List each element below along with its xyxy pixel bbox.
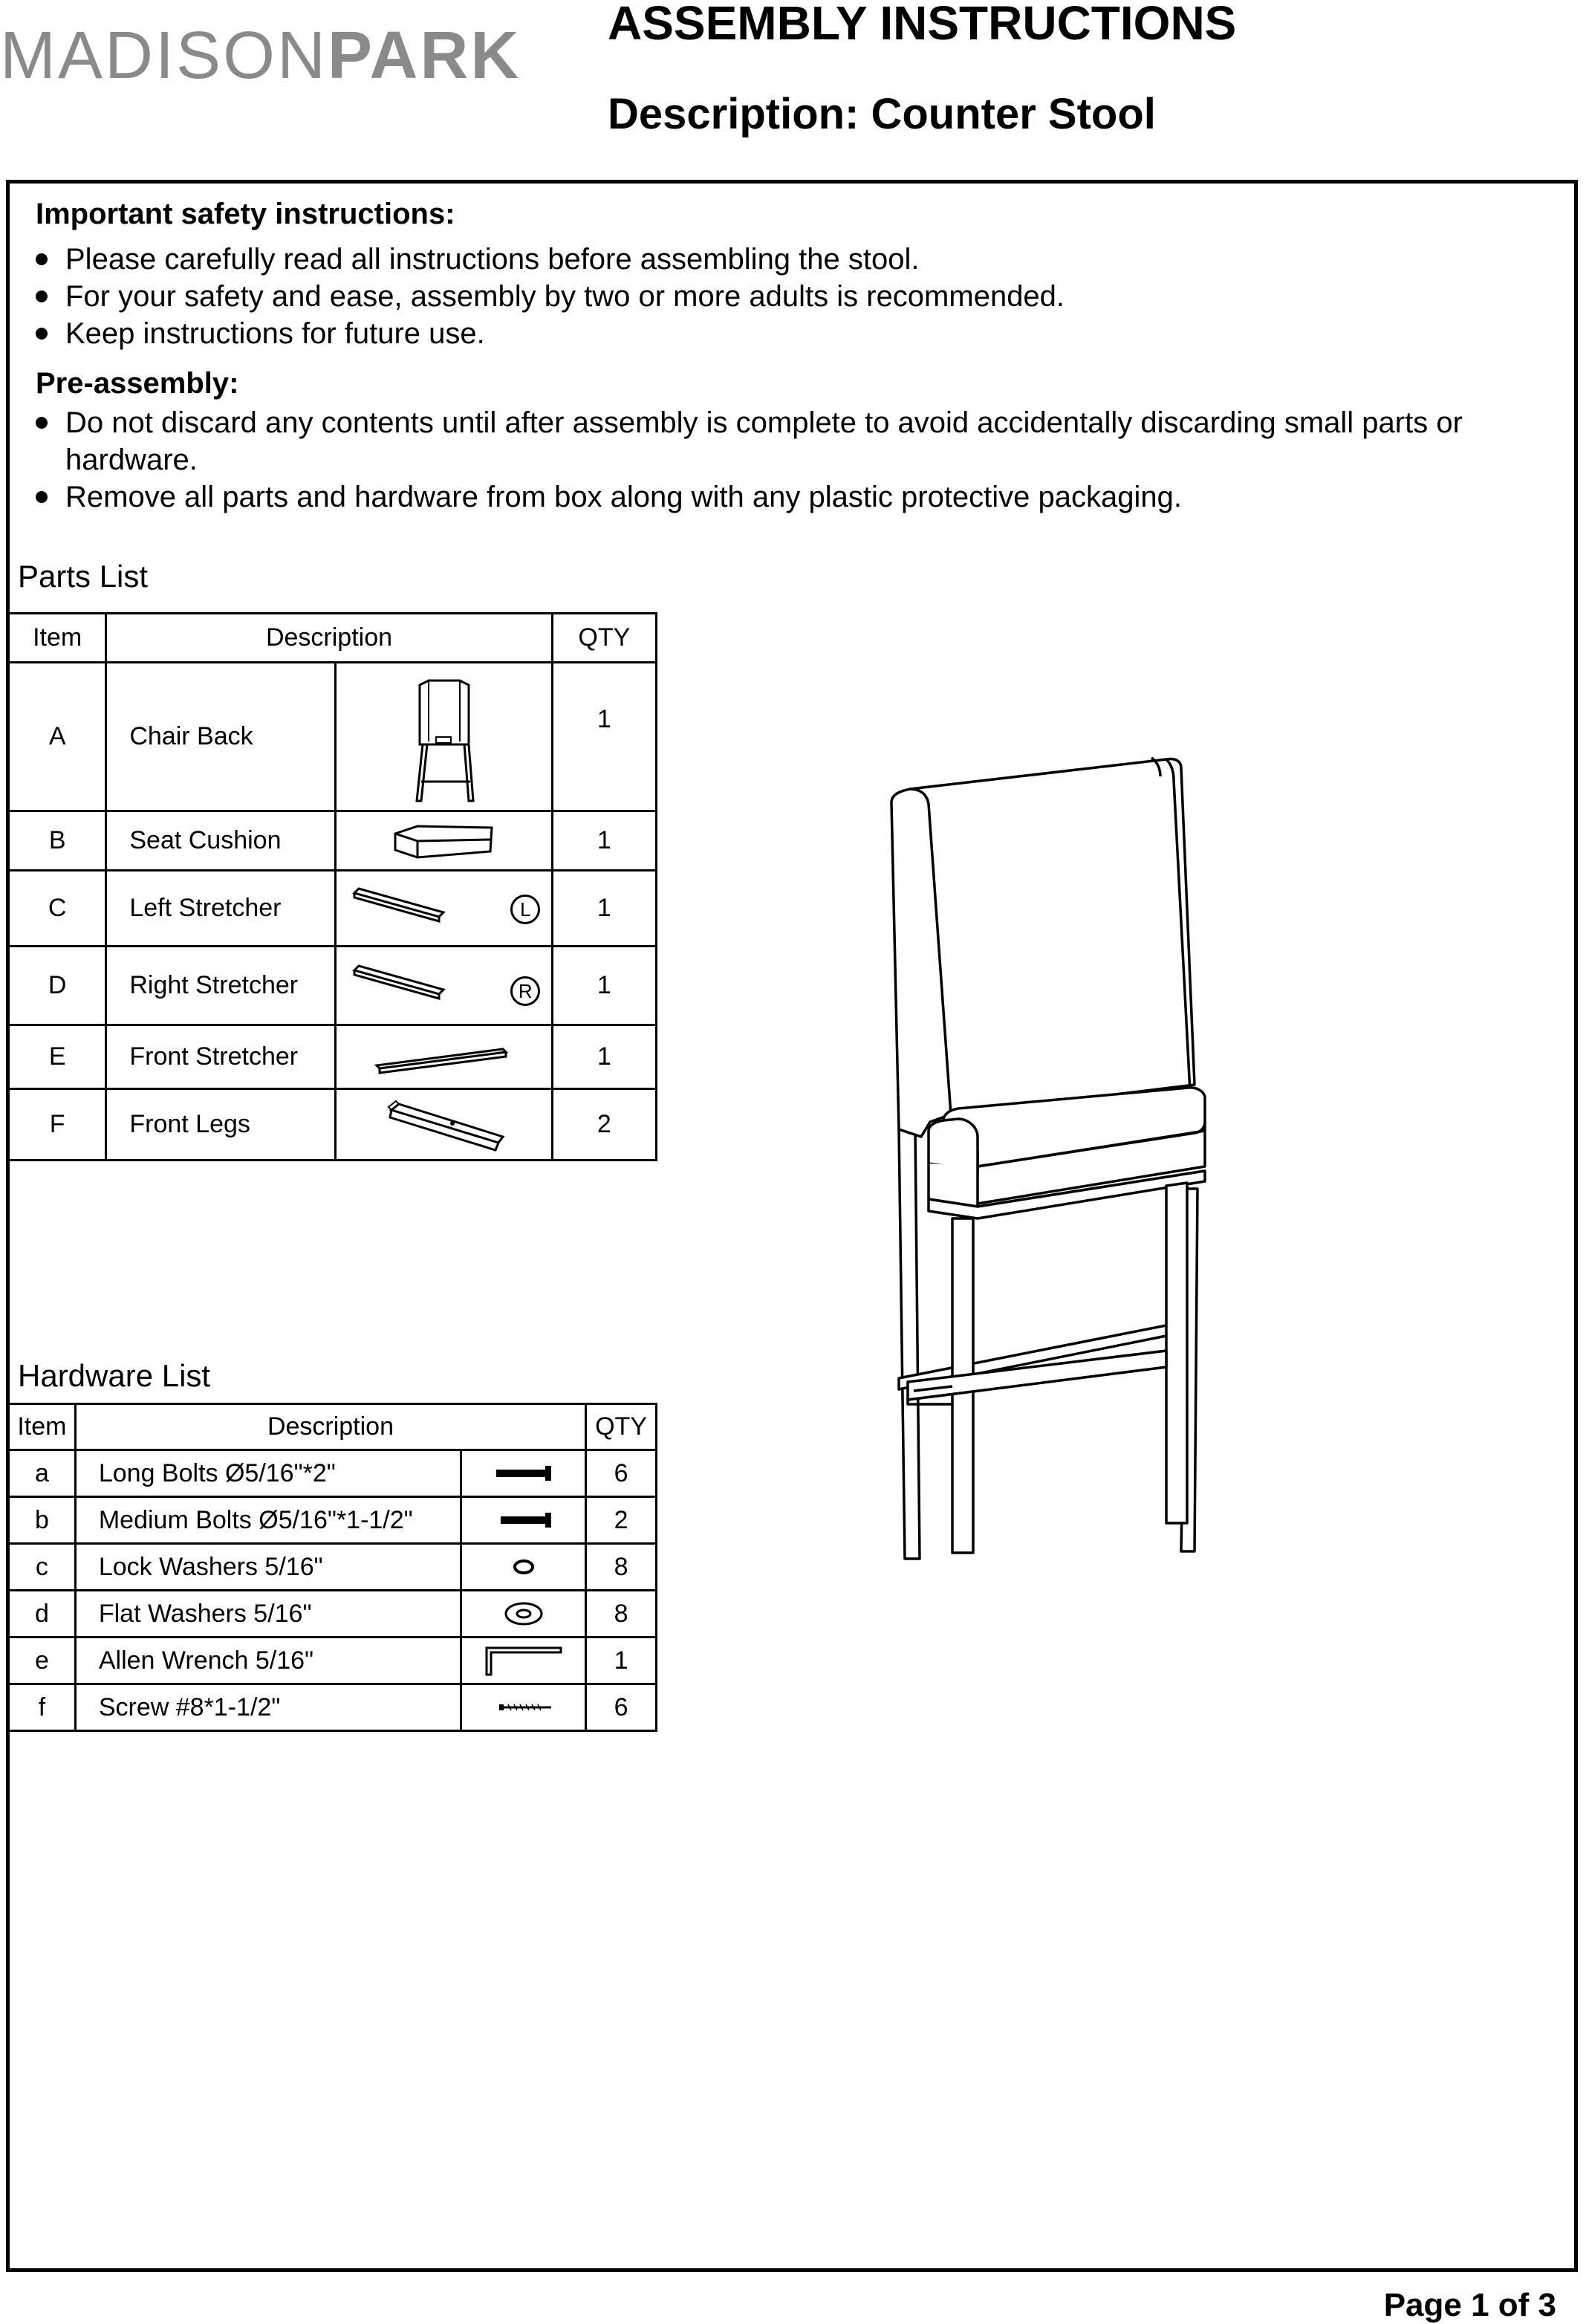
part-image-cell [335,947,552,1025]
hardware-qty: 6 [586,1450,657,1497]
part-item: F [9,1089,106,1161]
hardware-image-cell [461,1450,586,1497]
table-row [9,1544,657,1591]
table-row [9,1637,657,1684]
safety-item: For your safety and ease, assembly by two or more adults is recommended. [36,278,1521,315]
hardware-qty: 8 [586,1591,657,1637]
hardware-description: Flat Washers 5/16" [75,1591,461,1637]
part-image-cell [335,663,552,811]
hardware-item: c [9,1544,76,1591]
part-description: Right Stretcher [106,947,336,1025]
screw-icon [490,1700,557,1715]
part-qty: 1 [552,811,656,871]
safety-item: Please carefully read all instructions before assembling the stool. [36,241,1521,278]
right-stretcher-icon [347,960,510,1012]
part-item: E [9,1025,106,1089]
part-qty: 2 [552,1089,656,1161]
part-description: Left Stretcher [106,871,336,947]
safety-item: Keep instructions for future use. [36,315,1521,352]
part-item: D [9,947,106,1025]
hardware-table [7,1403,657,1732]
table-row [9,811,657,871]
hardware-qty: 8 [586,1544,657,1591]
lock-washer-icon [509,1556,539,1578]
brand-logo [0,19,521,93]
part-qty: 1 [552,1025,656,1089]
hardware-image-cell [461,1497,586,1544]
parts-table-header [9,614,657,663]
page-indicator: Page 1 of 3 [1383,2287,1556,2323]
part-image-cell [335,811,552,871]
part-image-cell [335,871,552,947]
part-description: Front Legs [106,1089,336,1161]
pre-assembly-heading: Pre-assembly: [36,367,239,400]
pre-assembly-item: Remove all parts and hardware from box along with any plastic protective packaging. [36,478,1507,516]
front-leg-icon [369,1095,518,1155]
left-stretcher-icon [347,883,510,935]
table-row [9,947,657,1025]
col-header-description: Description [106,614,552,663]
hardware-description: Medium Bolts Ø5/16"*1-1/2" [75,1497,461,1544]
hardware-description: Long Bolts Ø5/16"*2" [75,1450,461,1497]
part-image-cell [335,1089,552,1161]
brand-logo-part2: PARK [328,19,521,93]
hardware-item: b [9,1497,76,1544]
table-row [9,1591,657,1637]
table-row [9,871,657,947]
document-title: ASSEMBLY INSTRUCTIONS [608,0,1237,50]
counter-stool-illustration [869,750,1352,1642]
hardware-table-header [9,1404,657,1450]
part-description: Front Stretcher [106,1025,336,1089]
table-row [9,1684,657,1731]
part-item: C [9,871,106,947]
hardware-item: e [9,1637,76,1684]
part-image-cell [335,1025,552,1089]
brand-logo-part1: MADISON [0,19,328,93]
left-mark-badge: L [510,895,540,924]
hardware-item: f [9,1684,76,1731]
col-header-description: Description [75,1404,585,1450]
hardware-image-cell [461,1684,586,1731]
hardware-description: Lock Washers 5/16" [75,1544,461,1591]
front-stretcher-icon [369,1039,518,1076]
hardware-item: d [9,1591,76,1637]
table-row [9,1497,657,1544]
flat-washer-icon [501,1599,546,1629]
hardware-description: Screw #8*1-1/2" [75,1684,461,1731]
hardware-qty: 6 [586,1684,657,1731]
hardware-image-cell [461,1544,586,1591]
col-header-qty: QTY [586,1404,657,1450]
col-header-qty: QTY [552,614,656,663]
parts-list-title: Parts List [18,559,149,594]
col-header-item: Item [9,1404,76,1450]
chair-back-icon [406,670,481,804]
safety-list [36,241,1521,352]
hardware-item: a [9,1450,76,1497]
table-row [9,1089,657,1161]
parts-table [7,612,657,1161]
safety-heading: Important safety instructions: [36,198,455,230]
medium-bolt-icon [490,1509,557,1531]
pre-assembly-item: Do not discard any contents until after assembly is complete to avoid accidentally discarding small parts or hardware. [36,404,1507,478]
part-description: Seat Cushion [106,811,336,871]
document-description: Description: Counter Stool [608,90,1156,138]
part-item: A [9,663,106,811]
col-header-item: Item [9,614,106,663]
hardware-list-title: Hardware List [18,1358,211,1393]
right-mark-badge: R [510,976,540,1006]
table-row [9,1025,657,1089]
hardware-image-cell [461,1591,586,1637]
part-qty: 1 [552,947,656,1025]
part-qty: 1 [552,871,656,947]
part-description: Chair Back [106,663,336,811]
allen-wrench-icon [479,1642,568,1679]
seat-cushion-icon [388,819,499,863]
long-bolt-icon [490,1462,557,1484]
pre-assembly-list [36,404,1507,516]
table-row [9,1450,657,1497]
hardware-qty: 1 [586,1637,657,1684]
part-item: B [9,811,106,871]
hardware-qty: 2 [586,1497,657,1544]
hardware-image-cell [461,1637,586,1684]
hardware-description: Allen Wrench 5/16" [75,1637,461,1684]
part-qty: 1 [552,663,656,811]
table-row [9,663,657,811]
